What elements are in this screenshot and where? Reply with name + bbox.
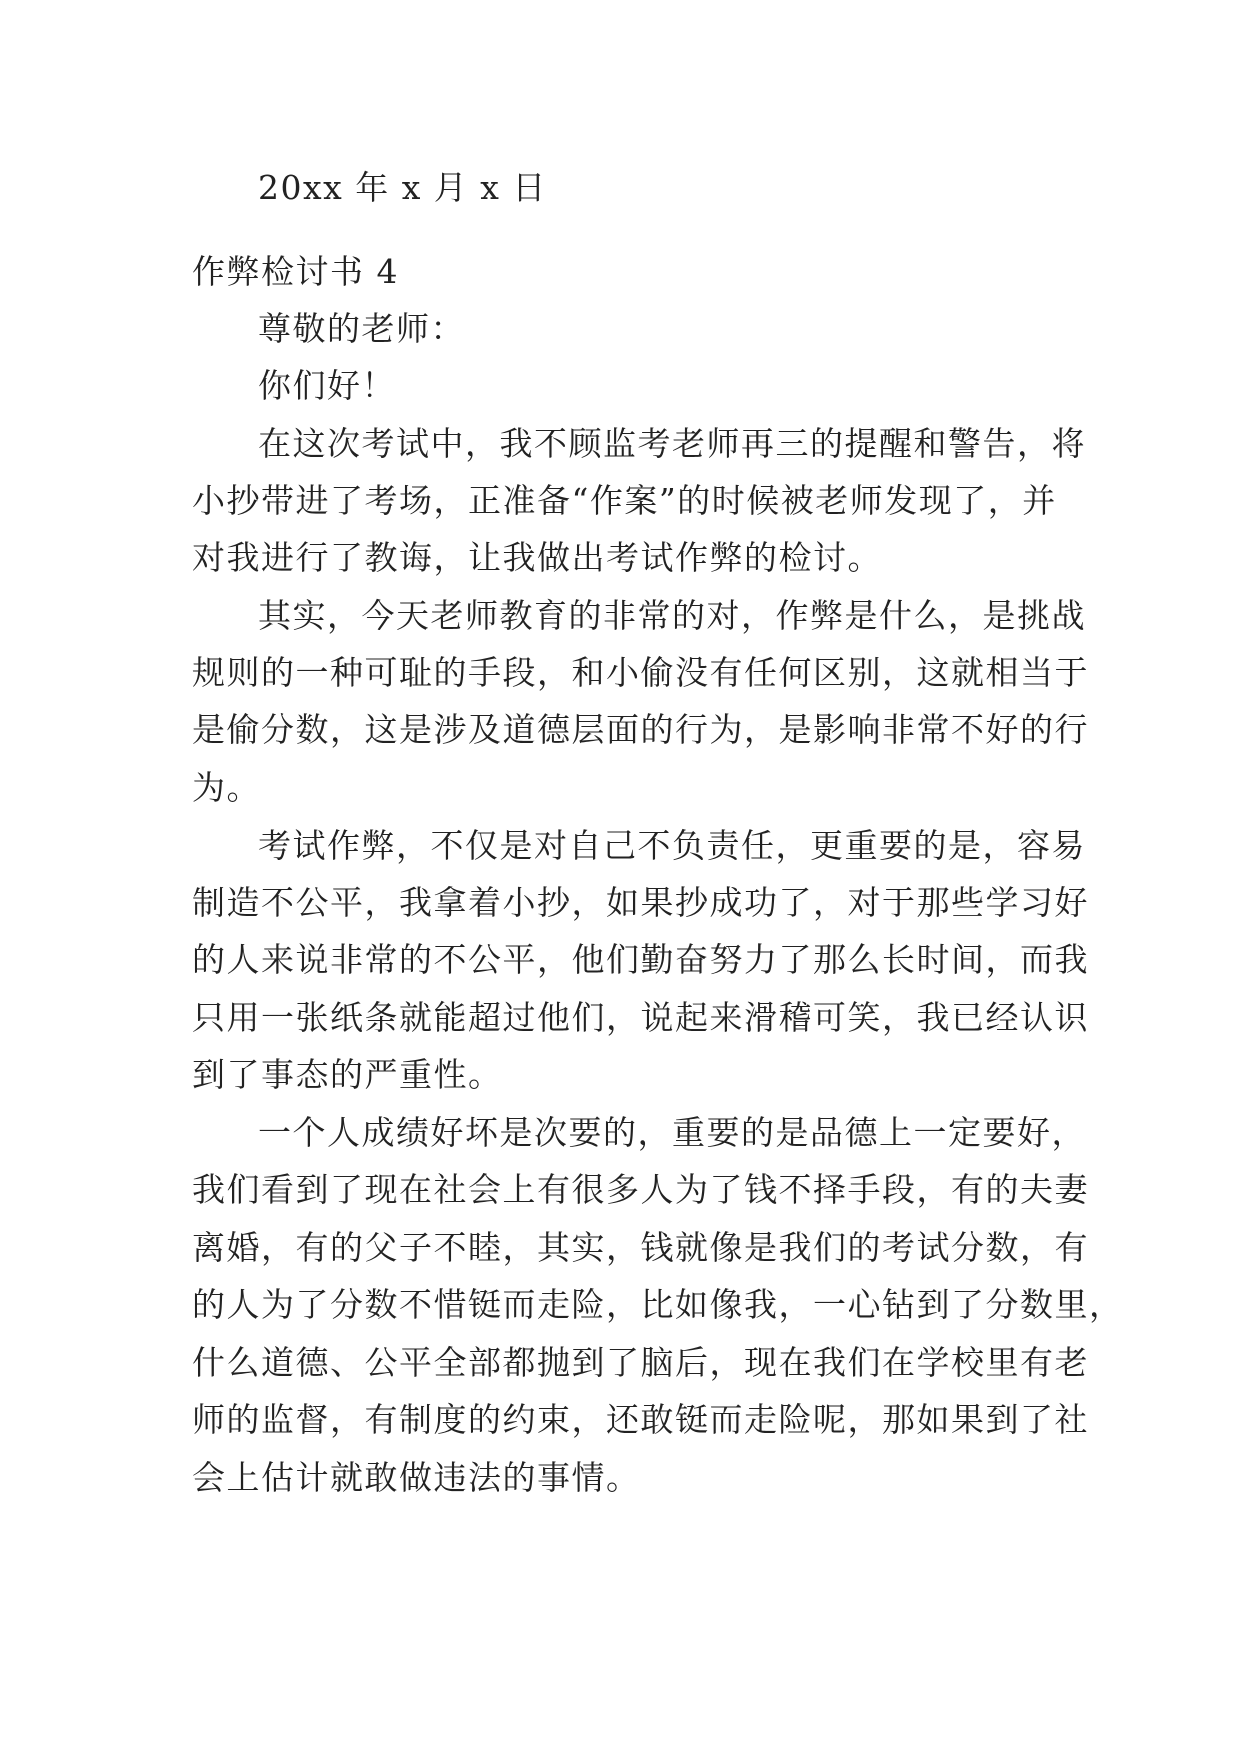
text-line: 离婚，有的父子不睦，其实，钱就像是我们的考试分数，有 <box>192 1228 1089 1267</box>
text-line: 小抄带进了考场，正准备“作案”的时候被老师发现了，并 <box>192 481 1057 520</box>
text-line: 在这次考试中，我不顾监考老师再三的提醒和警告，将 <box>258 424 1086 463</box>
text-line: 是偷分数，这是涉及道德层面的行为，是影响非常不好的行 <box>192 710 1089 749</box>
text-line: 考试作弊，不仅是对自己不负责任，更重要的是，容易 <box>258 826 1086 865</box>
text-line: 为。 <box>192 768 261 807</box>
text-line: 师的监督，有制度的约束，还敢铤而走险呢，那如果到了社 <box>192 1400 1089 1439</box>
date-line: 20xx 年 x 月 x 日 <box>258 168 547 207</box>
greeting: 你们好！ <box>258 366 396 405</box>
text-line: 会上估计就敢做违法的事情。 <box>192 1458 641 1497</box>
text-line: 制造不公平，我拿着小抄，如果抄成功了，对于那些学习好 <box>192 883 1089 922</box>
text-line: 我们看到了现在社会上有很多人为了钱不择手段，有的夫妻 <box>192 1170 1089 1209</box>
text-line: 对我进行了教诲，让我做出考试作弊的检讨。 <box>192 538 882 577</box>
text-line: 规则的一种可耻的手段，和小偷没有任何区别，这就相当于 <box>192 653 1089 692</box>
document-title: 作弊检讨书 4 <box>192 252 399 291</box>
text-line: 到了事态的严重性。 <box>192 1055 503 1094</box>
text-line: 什么道德、公平全部都抛到了脑后，现在我们在学校里有老 <box>192 1343 1089 1382</box>
text-line: 只用一张纸条就能超过他们，说起来滑稽可笑，我已经认识 <box>192 998 1089 1037</box>
text-line: 的人为了分数不惜铤而走险，比如像我，一心钻到了分数里， <box>192 1285 1124 1324</box>
text-line: 一个人成绩好坏是次要的，重要的是品德上一定要好， <box>258 1113 1086 1152</box>
salutation: 尊敬的老师： <box>258 309 465 348</box>
text-line: 的人来说非常的不公平，他们勤奋努力了那么长时间，而我 <box>192 940 1089 979</box>
text-line: 其实，今天老师教育的非常的对，作弊是什么，是挑战 <box>258 596 1086 635</box>
